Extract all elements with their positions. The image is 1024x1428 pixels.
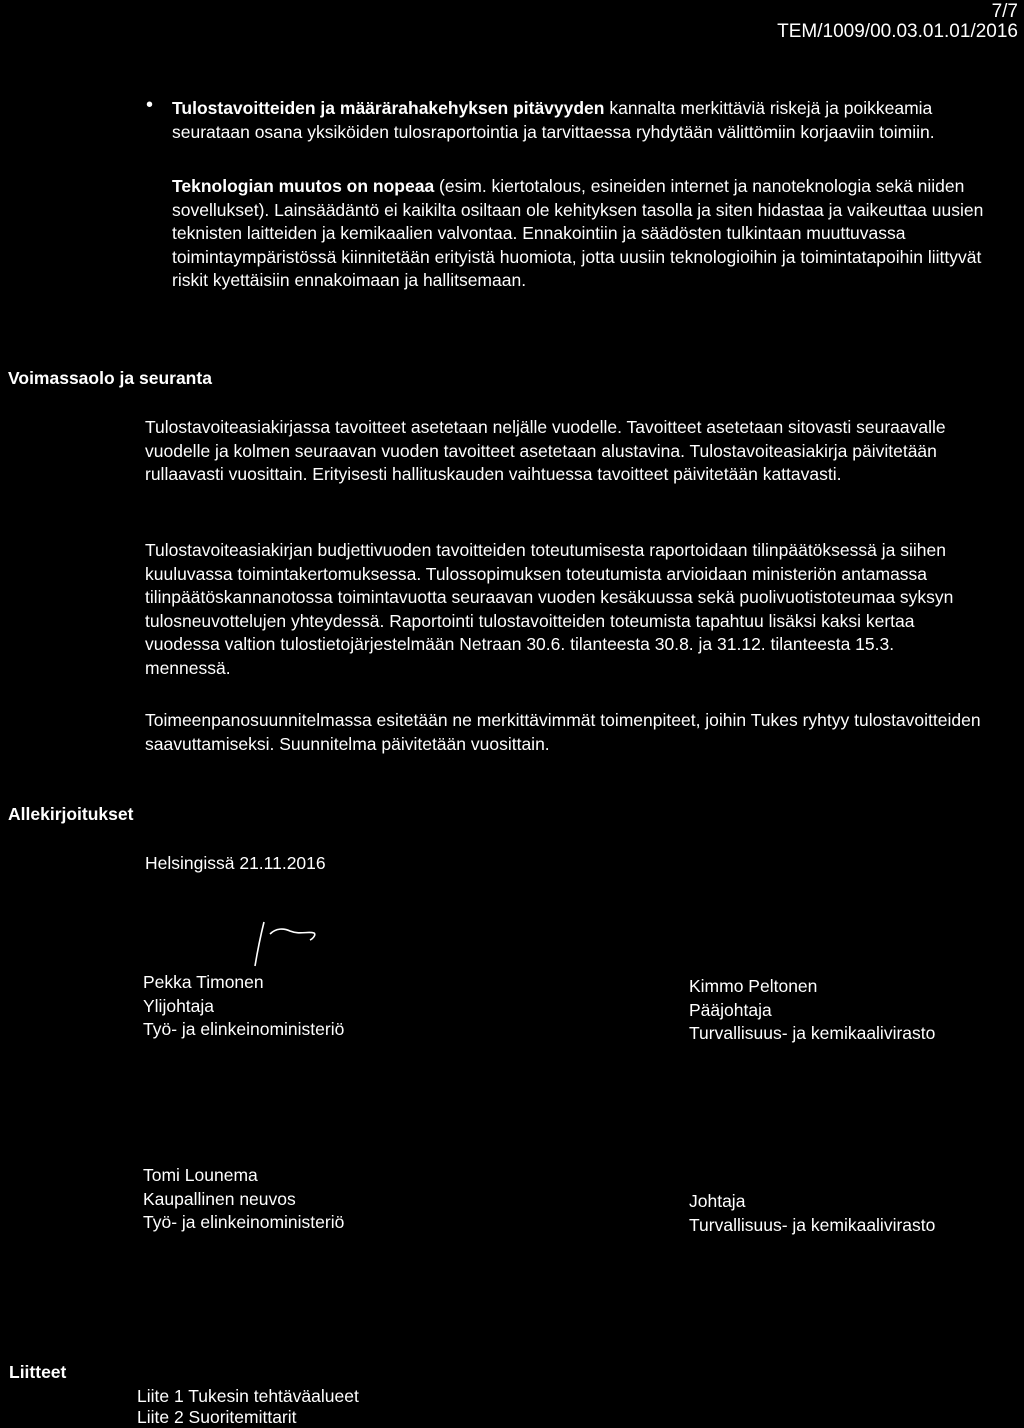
signer-block-3 [143, 1164, 344, 1235]
signer-block-4 [689, 1190, 935, 1237]
technology-paragraph [172, 175, 984, 293]
signer-block-2 [689, 975, 935, 1046]
signer-title: Pääjohtaja [689, 999, 772, 1020]
signer-name: Kimmo Peltonen [689, 976, 818, 996]
voimassaolo-paragraph-3: Toimeenpanosuunnitelmassa esitetään ne merkittävimmät toimenpiteet, joihin Tukes ryhtyy tulostavoitteiden saavuttamiseksi. Suunnitelma päivitetään vuosittain. [145, 710, 981, 754]
signer-name: Pekka Timonen [143, 972, 264, 992]
bullet-dot: • [146, 94, 154, 116]
page-number: 7/7 [991, 1, 1018, 22]
signer-title: Ylijohtaja [143, 995, 215, 1016]
attachment-item: Liite 2 Suoritemittarit [137, 1407, 297, 1427]
voimassaolo-paragraph-2: Tulostavoiteasiakirjan budjettivuoden tavoitteiden toteutumisesta raportoidaan tilinpäätöksessä ja siihen kuuluvassa toimintakertomuksessa. Tulossopimuksen toteutumista arvioidaan ministeriön antamassa tilinpäätöskannanotossa toimintavuotta seuraavan vuoden kesäkuussa sekä puolivuotistoteumaa syksyn tulosneuvottelujen yhteydessä. Raportointi tulostavoitteiden toteumista tapahtuu lisäksi kaksi kertaa vuodessa valtion tulostietojärjestelmään Netraan 30.6. tilanteesta 30.8. ja 31.12. tilanteesta 15.3. mennessä. [145, 540, 954, 678]
signer-organization: Työ- ja elinkeinoministeriö [143, 1019, 345, 1039]
handwritten-signature-icon [244, 918, 324, 974]
place-and-date: Helsingissä 21.11.2016 [145, 853, 326, 873]
section-heading-allekirjoitukset: Allekirjoitukset [8, 804, 134, 824]
attachments-list [137, 1386, 359, 1428]
attachment-item: Liite 1 Tukesin tehtäväalueet [137, 1386, 359, 1406]
voimassaolo-paragraph-1: Tulostavoiteasiakirjassa tavoitteet asetetaan neljälle vuodelle. Tavoitteet asetetaan sitovasti seuraavalle vuodelle ja kolmen seuraavan vuoden tavoitteet asetetaan alustavina. Tulostavoiteasiakirja päivitetään rullaavasti vuosittain. Erityisesti hallituskauden vaihtuessa tavoitteet päivitetään kattavasti. [145, 417, 946, 484]
risk-bullet-text: kannalta merkittäviä riskejä ja poikkeamia seurataan osana yksiköiden tulosraportointia ja tarvittaessa ryhdytään välittömiin korjaaviin toimiin. [172, 98, 935, 142]
technology-text: (esim. kiertotalous, esineiden internet ja nanoteknologia sekä niiden sovellukset). Lainsäädäntö ei kaikilta osiltaan ole kehityksen tasolla ja siten hidastaa ja vaikeuttaa uusien teknisten laitteiden ja kemikaalien valvontaa. Ennakointiin ja säädösten tulkintaan muuttuvassa toimintaympäristössä kiinnitetään erityistä huomiota, jotta uusiin teknologioihin ja toimintatapoihin liittyvät riskit kyettäisiin ennakoimaan ja hallitsemaan. [172, 176, 984, 290]
section-heading-liitteet: Liitteet [9, 1362, 67, 1382]
document-reference: TEM/1009/00.03.01.01/2016 [777, 21, 1018, 42]
risk-bullet-paragraph [172, 97, 984, 144]
signer-title: Johtaja [689, 1191, 746, 1211]
risk-bullet-lead: Tulostavoitteiden ja määrärahakehyksen pitävyyden [172, 98, 605, 118]
signer-organization: Turvallisuus- ja kemikaalivirasto [689, 1214, 936, 1235]
signer-organization: Turvallisuus- ja kemikaalivirasto [689, 1023, 936, 1043]
signer-name: Tomi Lounema [143, 1165, 258, 1185]
section-heading-voimassaolo: Voimassaolo ja seuranta [8, 368, 212, 388]
signer-title: Kaupallinen neuvos [143, 1188, 296, 1209]
technology-lead: Teknologian muutos on nopeaa [172, 176, 435, 196]
signer-block-1 [143, 971, 344, 1042]
signer-organization: Työ- ja elinkeinoministeriö [143, 1212, 345, 1232]
